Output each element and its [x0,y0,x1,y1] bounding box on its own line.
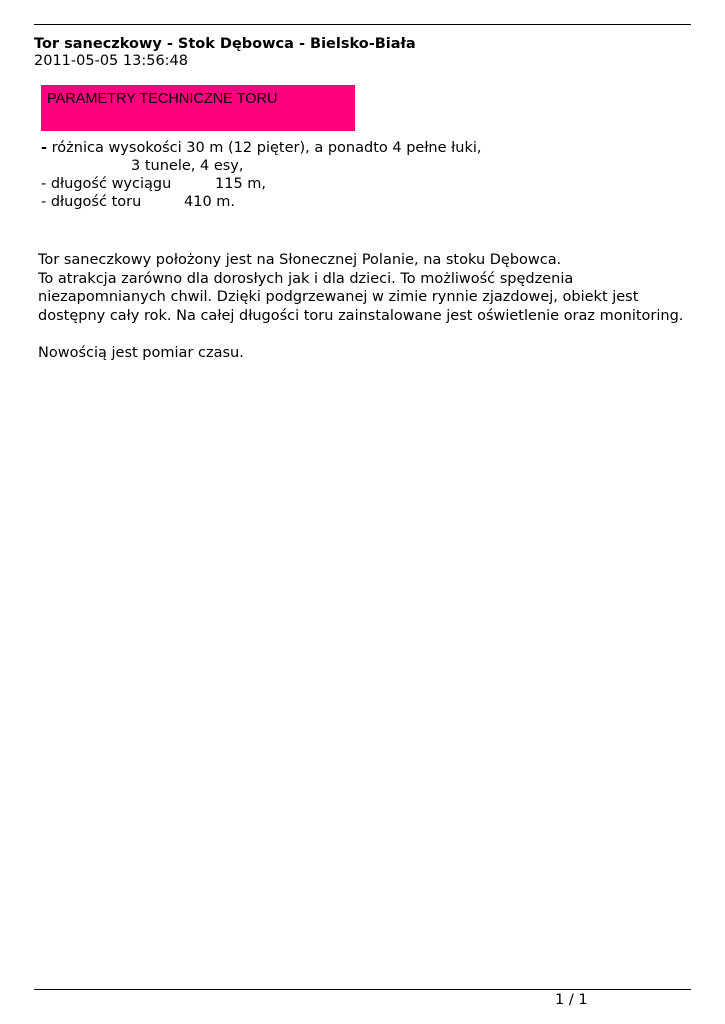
spec-tunnels-text: 3 tunele, 4 esy, [131,158,244,174]
document-timestamp: 2011-05-05 13:56:48 [34,53,188,69]
timing-paragraph: Nowością jest pomiar czasu. [38,345,244,361]
spec-lift-length-value: 115 m, [215,176,267,192]
spec-line-lift-length [41,175,482,193]
description-paragraph [38,251,698,325]
paragraph-line: niezapomnianych chwil. Dzięki podgrzewanej w zimie rynnie zjazdowej, obiekt jest [38,289,639,305]
spec-line-height-difference [41,139,482,157]
spec-bullet: - [41,140,48,156]
parameters-box-label: PARAMETRY TECHNICZNE TORU [47,91,278,107]
page-number: 1 / 1 [555,992,588,1008]
spec-line-tunnels [41,157,482,175]
spec-height-difference-text: różnica wysokości 30 m (12 pięter), a ponadto 4 pełne łuki, [47,140,482,156]
spec-lift-length-label: - długość wyciągu [41,176,172,192]
technical-specs [41,139,482,211]
spec-track-length-value: 410 m. [184,194,236,210]
spec-track-length-label: - długość toru [41,194,142,210]
footer-rule [34,989,691,990]
document-title: Tor saneczkowy - Stok Dębowca - Bielsko-Biała [34,36,416,52]
header-rule [34,24,691,25]
paragraph-line: Tor saneczkowy położony jest na Słonecznej Polanie, na stoku Dębowca. [38,252,562,268]
paragraph-line: To atrakcja zarówno dla dorosłych jak i dla dzieci. To możliwość spędzenia [38,270,574,287]
parameters-box [41,85,355,131]
paragraph-line: dostępny cały rok. Na całej długości toru zainstalowane jest oświetlenie oraz monitoring. [38,307,684,324]
spec-line-track-length [41,193,482,211]
